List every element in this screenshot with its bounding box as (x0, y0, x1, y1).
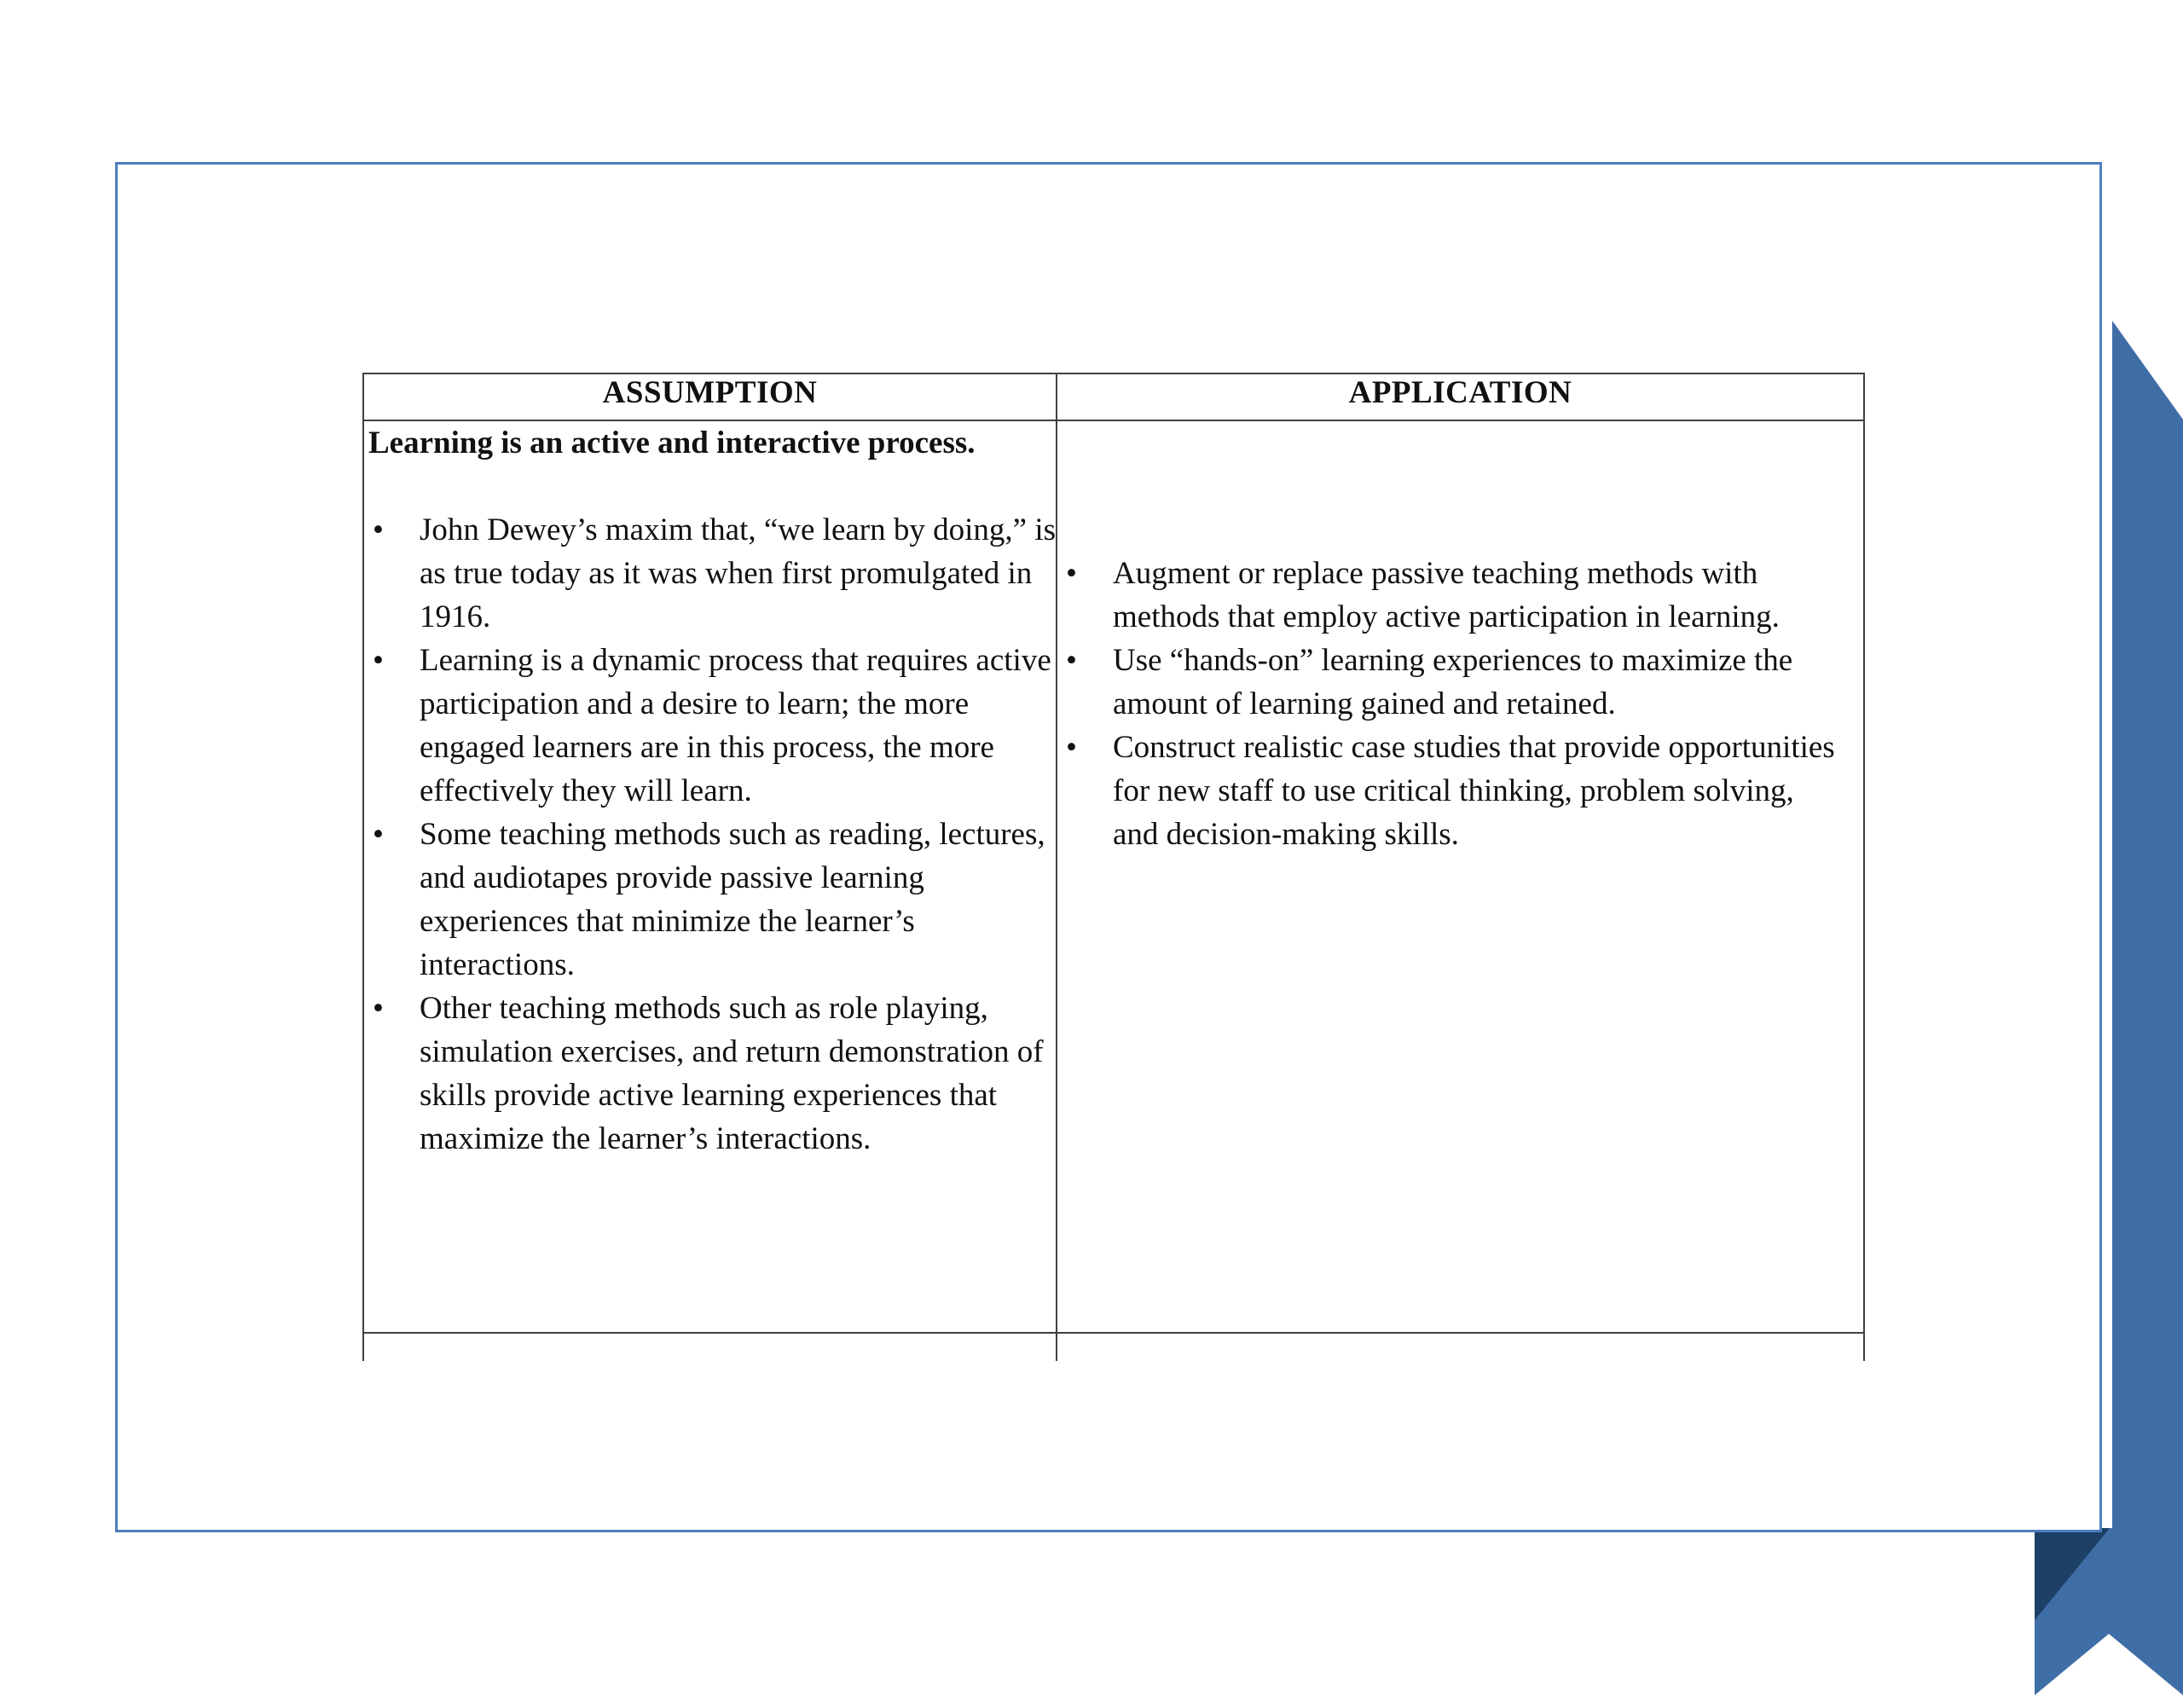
table-header-row (363, 373, 1864, 420)
assumption-cell (363, 420, 1057, 1333)
assumption-heading: Learning is an active and interactive process. (368, 426, 976, 460)
cutoff-row-cell (363, 1333, 1057, 1361)
assumption-application-table (362, 373, 1865, 1361)
application-bullet: • Augment or replace passive teaching methods with methods that employ active participation in learning. (1057, 552, 1838, 639)
application-bullet-list (1057, 552, 1838, 856)
assumption-bullet: • Learning is a dynamic process that requires active participation and a desire to learn; the more engaged learners are in this process, the more effectively they will learn. (364, 639, 1056, 813)
assumption-bullet: • John Dewey’s maxim that, “we learn by doing,” is as true today as it was when first promulgated in 1916. (364, 508, 1056, 639)
table-body-row (363, 420, 1864, 1333)
table-cutoff-row (363, 1333, 1864, 1361)
cutoff-row-cell (1057, 1333, 1864, 1361)
assumption-bullet: • Other teaching methods such as role playing, simulation exercises, and return demonstration of skills provide active learning experiences that maximize the learner’s interactions. (364, 987, 1056, 1161)
column-header-application: APPLICATION (1057, 373, 1864, 420)
application-bullet: • Use “hands-on” learning experiences to maximize the amount of learning gained and retained. (1057, 639, 1838, 726)
application-bullet: • Construct realistic case studies that provide opportunities for new staff to use critical thinking, problem solving, and decision-making skills. (1057, 726, 1838, 856)
column-header-assumption: ASSUMPTION (363, 373, 1057, 420)
assumption-bullet: • Some teaching methods such as reading, lectures, and audiotapes provide passive learning experiences that minimize the learner’s interactions. (364, 813, 1056, 987)
document-page (115, 162, 2102, 1532)
application-cell (1057, 420, 1864, 1333)
assumption-bullet-list (364, 508, 1056, 1161)
